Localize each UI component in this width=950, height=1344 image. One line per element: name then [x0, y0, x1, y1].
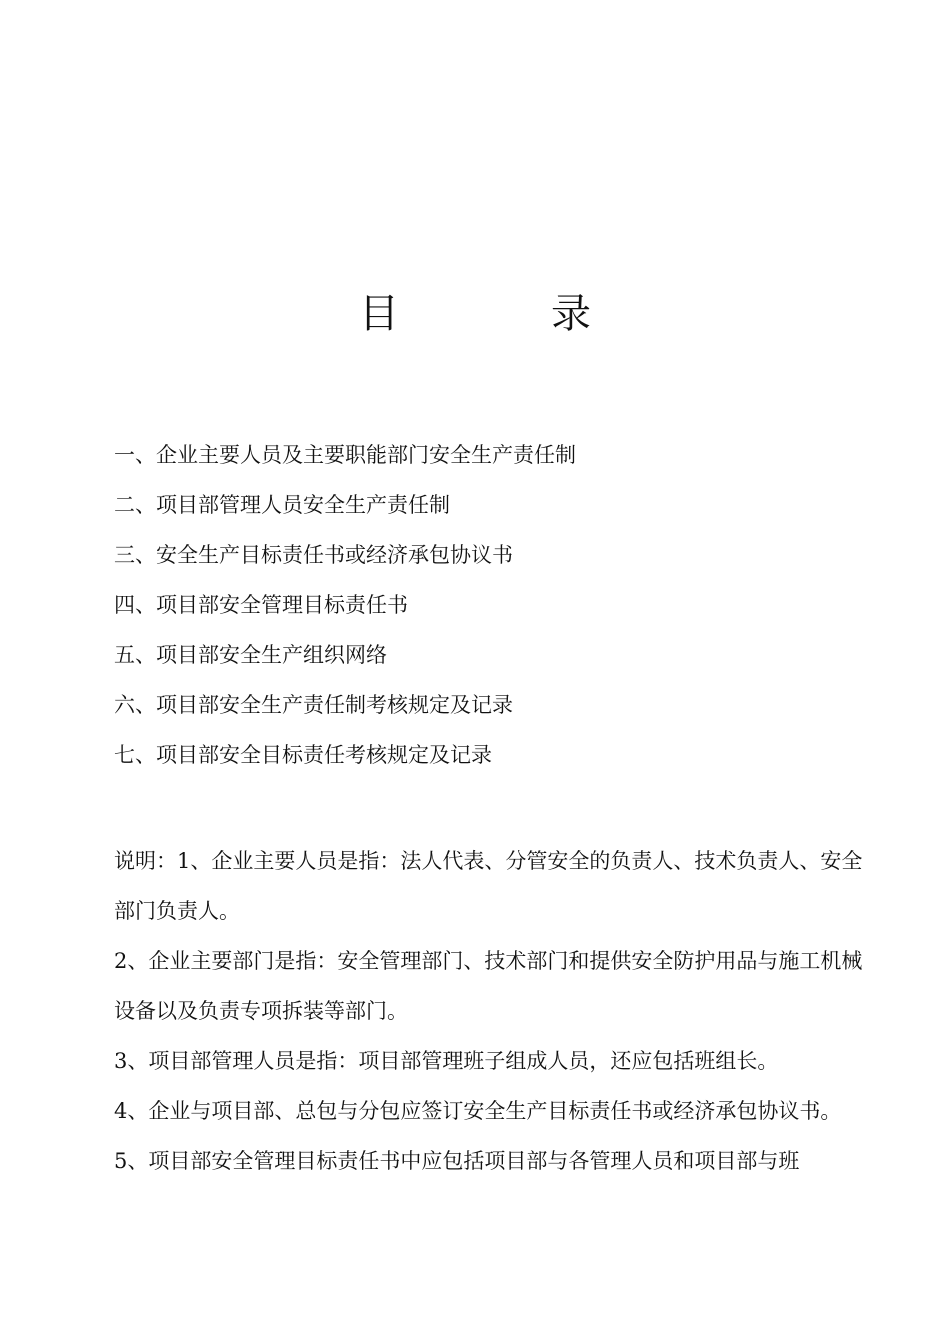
note-3: 3、项目部管理人员是指：项目部管理班子组成人员，还应包括班组长。: [114, 1049, 779, 1073]
page-title: 目 录: [359, 291, 647, 337]
toc-item-6: 六、项目部安全生产责任制考核规定及记录: [114, 693, 513, 717]
toc-item-2: 二、项目部管理人员安全生产责任制: [114, 493, 450, 517]
note-4: 4、企业与项目部、总包与分包应签订安全生产目标责任书或经济承包协议书。: [114, 1099, 842, 1123]
toc-item-5: 五、项目部安全生产组织网络: [114, 643, 387, 667]
toc-item-4: 四、项目部安全管理目标责任书: [114, 593, 408, 617]
note-5: 5、项目部安全管理目标责任书中应包括项目部与各管理人员和项目部与班: [114, 1149, 800, 1173]
note-2: 2、企业主要部门是指：安全管理部门、技术部门和提供安全防护用品与施工机械设备以及负责专项拆装等部门。: [114, 949, 863, 1023]
toc-item-7: 七、项目部安全目标责任考核规定及记录: [114, 743, 492, 767]
table-of-contents: [114, 440, 874, 790]
toc-item-3: 三、安全生产目标责任书或经济承包协议书: [114, 543, 513, 567]
toc-item-1: 一、企业主要人员及主要职能部门安全生产责任制: [114, 443, 576, 467]
note-1: 说明：1、企业主要人员是指：法人代表、分管安全的负责人、技术负责人、安全部门负责人。: [114, 849, 863, 923]
notes-section: [114, 836, 874, 1186]
